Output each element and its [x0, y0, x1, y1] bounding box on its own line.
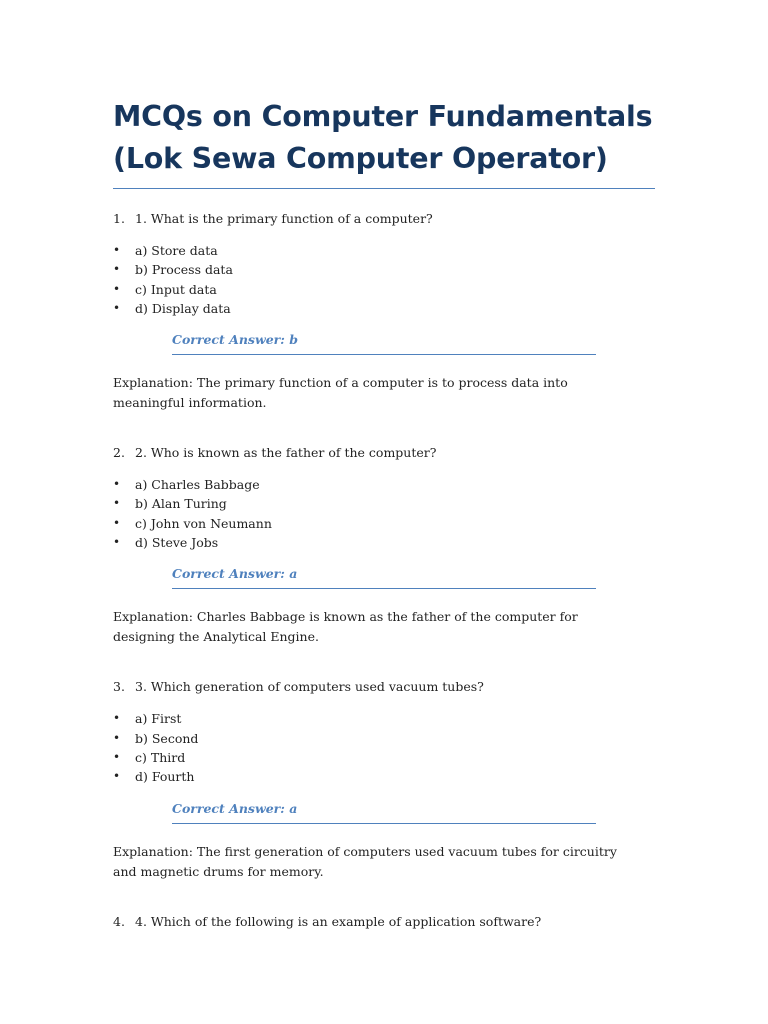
option-text: b) Second	[135, 730, 199, 746]
question-block-4	[113, 912, 655, 931]
option-text: b) Process data	[135, 262, 233, 278]
bullet-icon: •	[113, 243, 121, 257]
option-text: a) Charles Babbage	[135, 477, 260, 493]
document-page	[113, 96, 655, 931]
list-item	[113, 475, 655, 494]
question-4	[113, 912, 655, 931]
question-text: 1. What is the primary function of a computer?	[135, 211, 433, 226]
question-1	[113, 209, 655, 228]
bullet-icon: •	[113, 769, 121, 784]
bullet-icon: •	[113, 749, 121, 764]
option-text: a) First	[135, 711, 182, 727]
bullet-icon: •	[113, 262, 121, 277]
question-3	[113, 677, 655, 696]
correct-answer: Correct Answer: b	[172, 330, 596, 355]
option-text: d) Display data	[135, 300, 231, 316]
list-item	[113, 709, 655, 728]
list-item	[113, 280, 655, 299]
question-number: 3.	[113, 679, 125, 695]
list-item	[113, 748, 655, 767]
explanation: Explanation: The primary function of a computer is to process data into meaningful information.	[113, 375, 568, 411]
options-list	[113, 475, 655, 552]
question-block-1	[113, 209, 655, 413]
list-item	[113, 767, 655, 786]
list-item	[113, 729, 655, 748]
question-number: 4.	[113, 913, 125, 929]
option-text: d) Steve Jobs	[135, 535, 219, 551]
bullet-icon: •	[113, 711, 121, 726]
list-item	[113, 241, 655, 260]
bullet-icon: •	[113, 300, 121, 315]
option-text: a) Store data	[135, 243, 218, 258]
question-text: 4. Which of the following is an example of application software?	[135, 913, 542, 929]
list-item	[113, 494, 655, 513]
explanation: Explanation: The first generation of computers used vacuum tubes for circuitry and magnetic drums for memory.	[113, 843, 617, 879]
option-text: d) Fourth	[135, 769, 195, 785]
list-item	[113, 260, 655, 279]
correct-answer: Correct Answer: a	[172, 799, 596, 824]
options-list	[113, 709, 655, 786]
correct-answer: Correct Answer: a	[172, 564, 596, 589]
bullet-icon: •	[113, 281, 121, 296]
list-item	[113, 514, 655, 533]
question-block-2	[113, 443, 655, 647]
question-number: 1.	[113, 211, 125, 226]
question-text: 3. Which generation of computers used vacuum tubes?	[135, 679, 484, 695]
bullet-icon: •	[113, 477, 121, 492]
bullet-icon: •	[113, 730, 121, 745]
option-text: c) John von Neumann	[135, 515, 272, 531]
bullet-icon: •	[113, 515, 121, 530]
option-text: b) Alan Turing	[135, 496, 227, 512]
option-text: c) Third	[135, 749, 186, 765]
question-block-3	[113, 677, 655, 881]
question-text: 2. Who is known as the father of the computer?	[135, 445, 437, 461]
question-2	[113, 443, 655, 462]
page-title: MCQs on Computer Fundamentals (Lok Sewa Computer Operator)	[113, 96, 655, 189]
bullet-icon: •	[113, 496, 121, 511]
bullet-icon: •	[113, 535, 121, 550]
question-number: 2.	[113, 445, 125, 461]
list-item	[113, 533, 655, 552]
options-list	[113, 241, 655, 318]
list-item	[113, 299, 655, 318]
explanation: Explanation: Charles Babbage is known as the father of the computer for designing the Analytical Engine.	[113, 609, 578, 645]
option-text: c) Input data	[135, 281, 217, 297]
